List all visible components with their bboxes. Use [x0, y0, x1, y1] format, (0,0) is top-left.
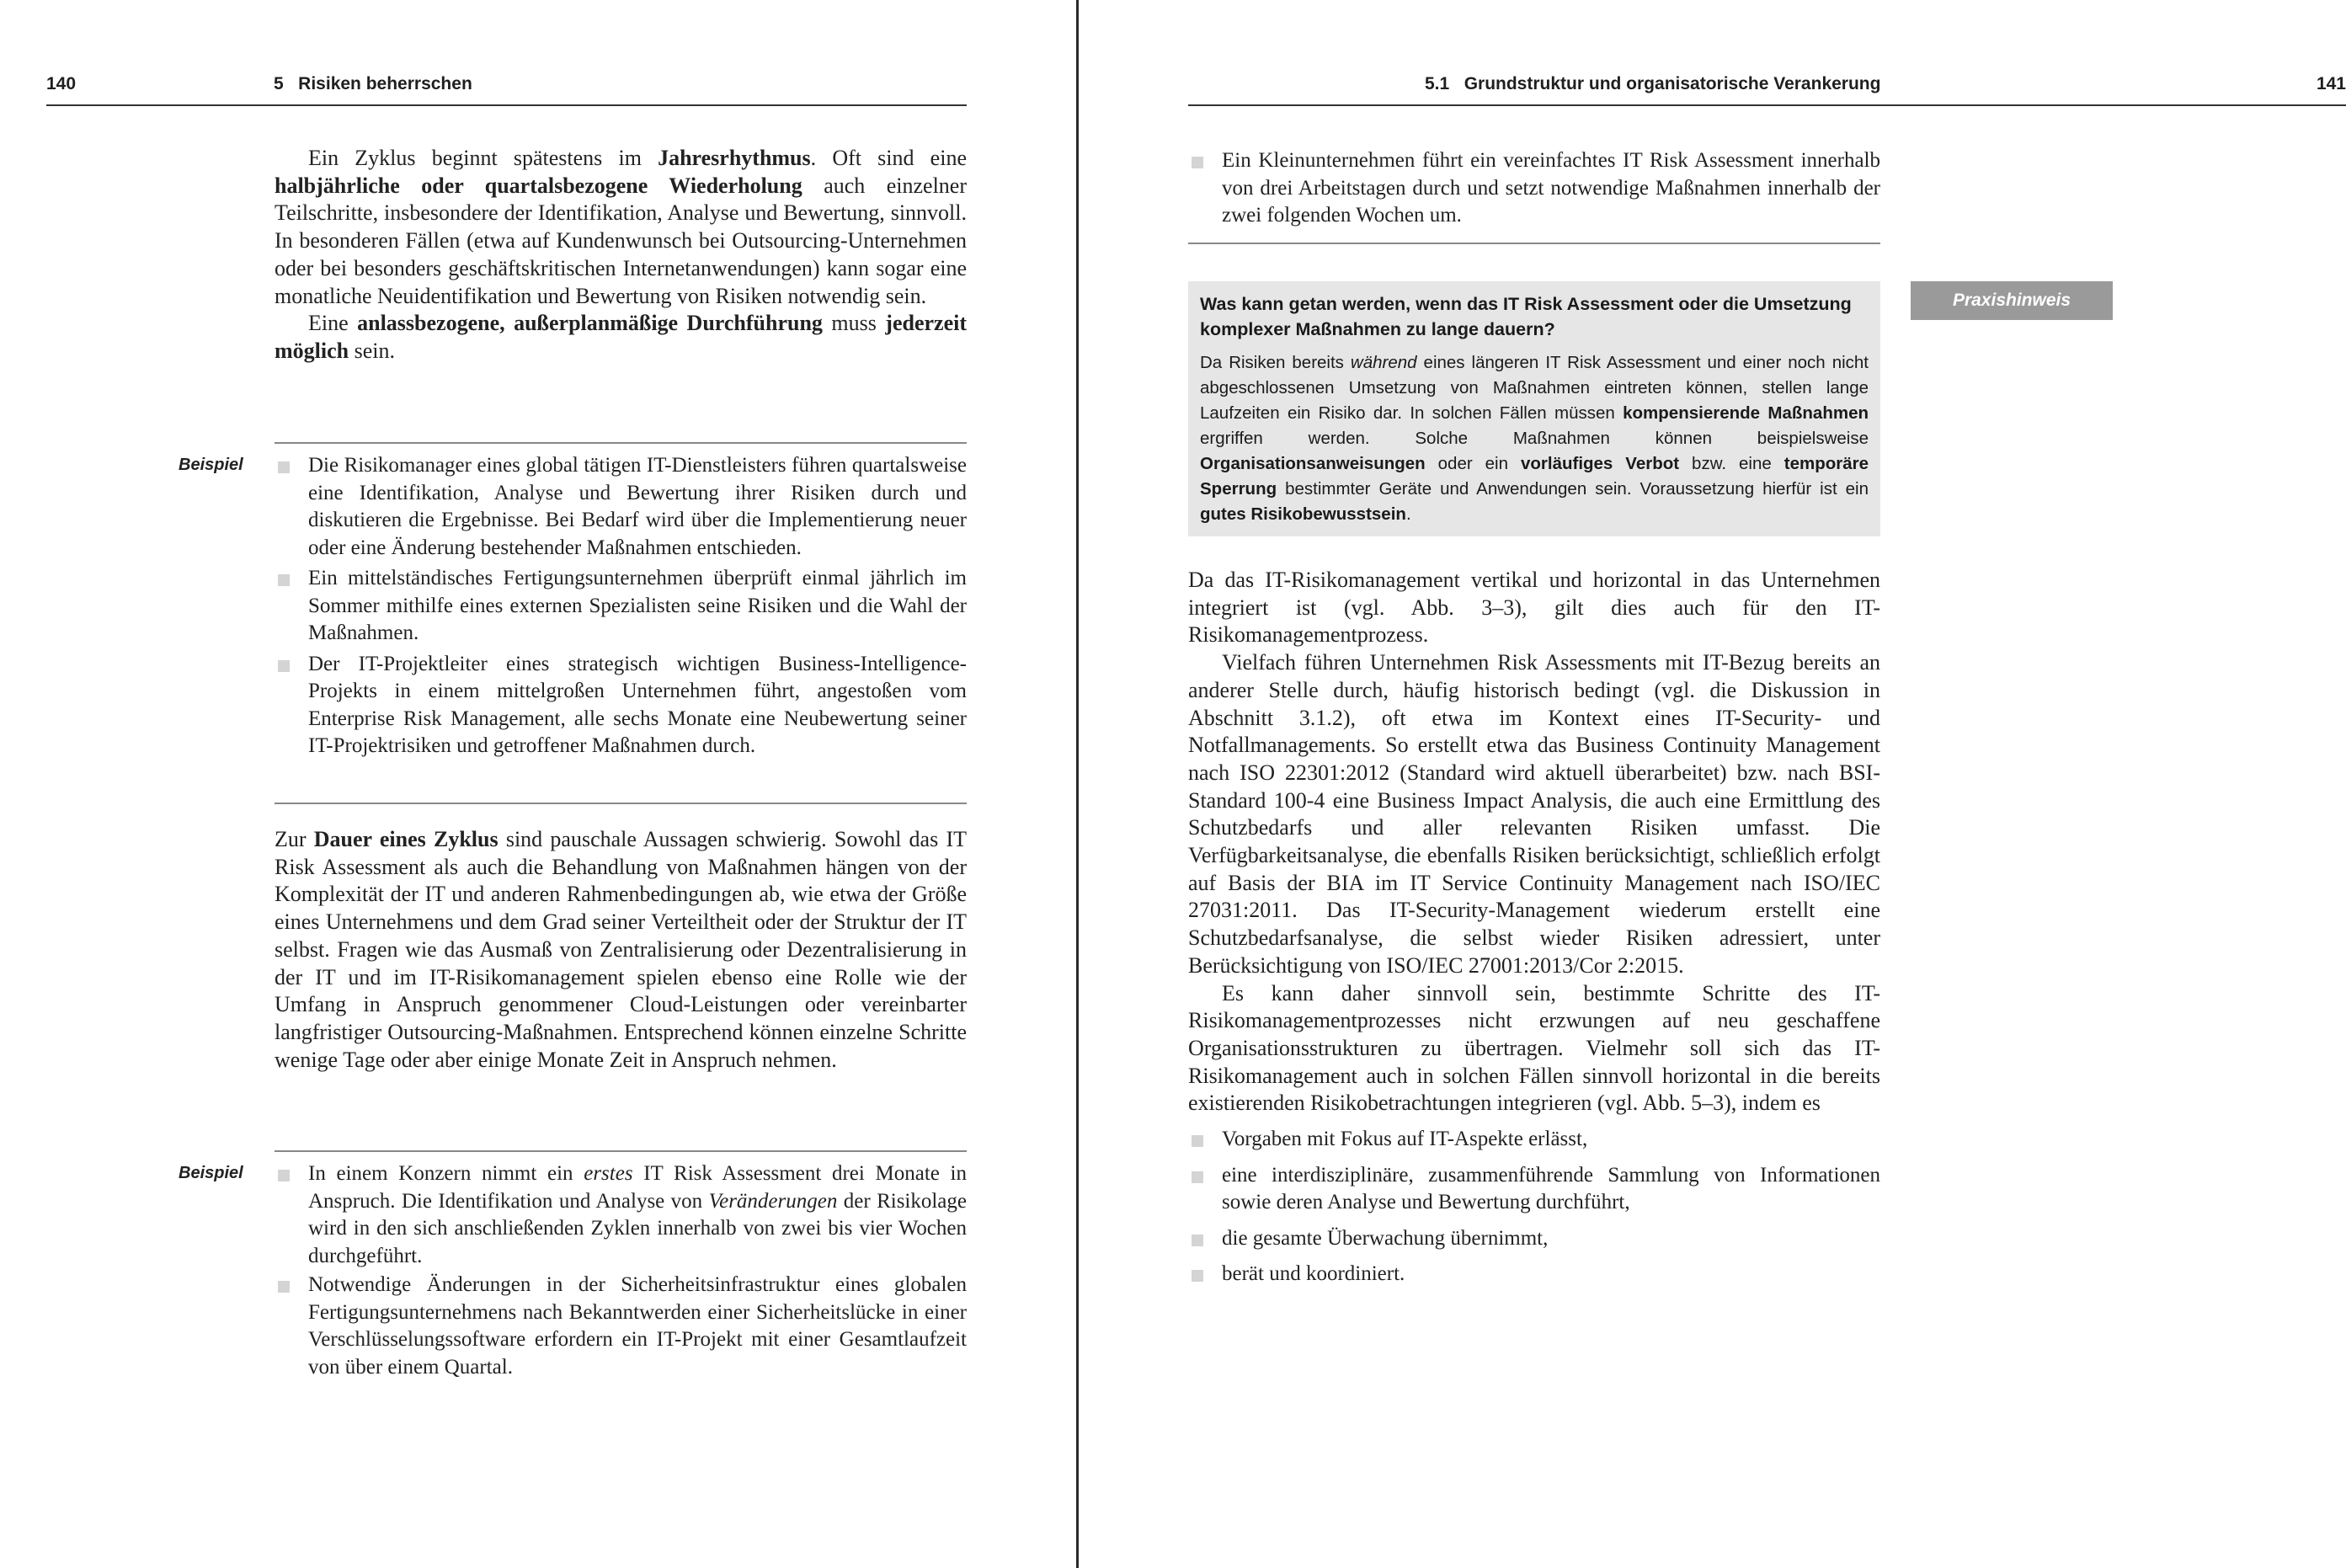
- list-item: Vorgaben mit Fokus auf IT-Aspekte erlässt,: [1188, 1126, 1880, 1154]
- section-title-right: 5.1 Grundstruktur und organisatorische Verankerung: [1425, 74, 1881, 93]
- square-bullet-icon: [1192, 157, 1203, 168]
- paragraph-cycle-duration: Zur Dauer eines Zyklus sind pauschale Aussagen schwierig. Sowohl das IT Risk Assessment als auch die Behandlung von Maßnahmen hängen von der Komplexität der IT und anderen Rahmenbedingungen ab, wie etwa der Größe eines Unternehmens und dem Grad seiner Verteiltheit oder der Struktur der IT selbst. Fragen wie das Ausmaß von Zentralisierung oder Dezentralisierung in der IT und im IT-Risikomanagement spielen ebenso eine Rolle wie der Umfang in Anspruch genommener Cloud-Leistungen oder vereinbarter langfristiger Outsourcing-Maßnahmen. Entsprechend können einzelne Schritte wenige Tage oder aber einige Monate Zeit in Anspruch nehmen.: [275, 827, 967, 1072]
- integration-tasks-list: [1188, 1126, 1880, 1288]
- paragraph-integration: Da das IT-Risikomanagement vertikal und horizontal in das Unternehmen integriert ist (vgl. Abb. 3–3), gilt dies auch für den IT-Risikomanagementprozess.: [1188, 568, 1880, 648]
- intro-section: [275, 145, 967, 365]
- list-item: In einem Konzern nimmt ein erstes IT Risk Assessment drei Monate in Anspruch. Die Identifikation und Analyse von Veränderungen der Risikolage wird in den sich anschließenden Zyklen innerhalb von zwei bis vier Wochen durchgeführt.: [275, 1160, 967, 1270]
- cycle-duration-section: [275, 826, 967, 1074]
- square-bullet-icon: [1192, 1135, 1203, 1147]
- page-number-right: 141: [2316, 74, 2346, 93]
- example-continued-bottom-rule: [1188, 243, 1880, 244]
- paragraph-horizontal-integration: Es kann daher sinnvoll sein, bestimmte Schritte des IT-Risikomanagementprozesses nicht erzwungen auf neu geschaffene Organisationsstrukturen zu übertragen. Vielmehr soll sich das IT-Risikomanagement auch in solchen Fällen sinnvoll horizontal in die bereits existierenden Risikobetrachtungen integrieren (vgl. Abb. 5–3), indem es: [1188, 980, 1880, 1116]
- square-bullet-icon: [278, 1281, 290, 1293]
- right-page: [1078, 0, 2346, 1568]
- example-label-2: Beispiel: [179, 1164, 243, 1182]
- example-label-1: Beispiel: [179, 456, 243, 474]
- square-bullet-icon: [1192, 1235, 1203, 1246]
- list-item: Notwendige Änderungen in der Sicherheitsinfrastruktur eines globalen Fertigungsunternehmens nach Bekanntwerden einer Sicherheitslücke in einer Verschlüsselungssoftware erfordern ein IT-Projekt mit einer Gesamtlaufzeit von über einem Quartal.: [275, 1272, 967, 1381]
- continued-example: [1188, 147, 1880, 232]
- list-item: Die Risikomanager eines global tätigen IT-Dienstleisters führen quartalsweise eine Identifikation, Analyse und Bewertung ihrer Risiken durch und diskutieren die Ergebnisse. Bei Bedarf wird über die Implementierung neuer oder eine Änderung bestehender Maßnahmen entschieden.: [275, 452, 967, 562]
- running-header-right: [1188, 74, 2346, 106]
- square-bullet-icon: [1192, 1270, 1203, 1282]
- list-item: berät und koordiniert.: [1188, 1261, 1880, 1288]
- example-1-list: [275, 452, 967, 764]
- left-page: [0, 0, 1078, 1568]
- paragraph-existing-assessments: Vielfach führen Unternehmen Risk Assessments mit IT-Bezug bereits an anderer Stelle durch, häufig historisch bedingt (vgl. die Diskussion in Abschnitt 3.1.2), oft etwa im Kontext eines IT-Security- und Notfallmanagements. So erstellt etwa das Business Continuity Management nach ISO 22301:2012 (Standard wird aktuell überarbeitet) bzw. nach BSI-Standard 100-4 eine Business Impact Analysis, die auch eine Ermittlung des Schutzbedarfs und aller relevanten Risiken umfasst. Die Verfügbarkeitsanalyse, die ebenfalls Risiken berücksichtigt, schließlich erfolgt auf Basis der BIA im IT Service Continuity Management nach ISO/IEC 27031:2011. Das IT-Security-Management wiederum erstellt eine Schutzbedarfsanalyse, die selbst wieder Risiken adressiert, unter Berücksichtigung von ISO/IEC 27001:2013/Cor 2:2015.: [1188, 650, 1880, 978]
- square-bullet-icon: [278, 574, 290, 586]
- continued-example-items: [1188, 147, 1880, 230]
- example-1-items: [275, 452, 967, 760]
- square-bullet-icon: [278, 461, 290, 473]
- list-item: Ein Kleinunternehmen führt ein vereinfachtes IT Risk Assessment innerhalb von drei Arbeitstagen durch und setzt notwendige Maßnahmen innerhalb der zwei folgenden Wochen um.: [1188, 147, 1880, 230]
- example-1-top-rule: [275, 442, 967, 444]
- list-item: Der IT-Projektleiter eines strategisch wichtigen Business-Intelligence-Projekts in einem mittelgroßen Unternehmen führt, angestoßen vom Enterprise Risk Management, alle sechs Monate eine Neubewertung seiner IT-Projektrisiken und getroffener Maßnahmen durch.: [275, 651, 967, 760]
- example-2-items: [275, 1160, 967, 1381]
- practice-tag: Praxishinweis: [1911, 281, 2113, 320]
- practice-note-body: Da Risiken bereits während eines längeren IT Risk Assessment und einer noch nicht abgeschlossenen Umsetzung von Maßnahmen eintreten können, stellen lange Laufzeiten ein Risiko dar. In solchen Fällen müssen kompensierende Maßnahmen ergriffen werden. Solche Maßnahmen können beispielsweise Organisationsanweisungen oder ein vorläufiges Verbot bzw. eine temporäre Sperrung bestimmter Geräte und Anwendungen sein. Voraussetzung hierfür ist ein gutes Risikobewusstsein.: [1200, 353, 1869, 524]
- list-item: eine interdisziplinäre, zusammenführende Sammlung von Informationen sowie deren Analyse und Bewertung durchführt,: [1188, 1162, 1880, 1217]
- square-bullet-icon: [1192, 1171, 1203, 1183]
- paragraph-cycle-rhythm: Ein Zyklus beginnt spätestens im Jahresrhythmus. Oft sind eine halbjährliche oder quartalsbezogene Wiederholung auch einzelner Teilschritte, insbesondere der Identifikation, Analyse und Bewertung, sinnvoll. In besonderen Fällen (etwa auf Kundenwunsch bei Outsourcing-Unternehmen oder bei besonders geschäftskritischen Internetanwendungen) kann sogar eine monatliche Neuidentifikation und Bewertung von Risiken notwendig sein.: [275, 146, 967, 308]
- practice-note-title: Was kann getan werden, wenn das IT Risk Assessment oder die Umsetzung komplexer Maßnahmen zu lange dauern?: [1200, 294, 1852, 339]
- chapter-title-left: 5 Risiken beherrschen: [274, 74, 472, 93]
- list-item: die gesamte Überwachung übernimmt,: [1188, 1225, 1880, 1253]
- example-2-list: [275, 1160, 967, 1383]
- square-bullet-icon: [278, 660, 290, 672]
- running-header-left: [46, 74, 967, 106]
- integration-section: [1188, 567, 1880, 1297]
- list-item: Ein mittelständisches Fertigungsunternehmen überprüft einmal jährlich im Sommer mithilfe eines externen Spezialisten seine Risiken und die Wahl der Maßnahmen.: [275, 565, 967, 648]
- example-2-top-rule: [275, 1150, 967, 1152]
- paragraph-ad-hoc: Eine anlassbezogene, außerplanmäßige Durchführung muss jederzeit möglich sein.: [275, 311, 967, 363]
- square-bullet-icon: [278, 1170, 290, 1181]
- practice-note-box: [1188, 281, 1880, 536]
- page-number-left: 140: [46, 74, 77, 93]
- example-1-bottom-rule: [275, 803, 967, 804]
